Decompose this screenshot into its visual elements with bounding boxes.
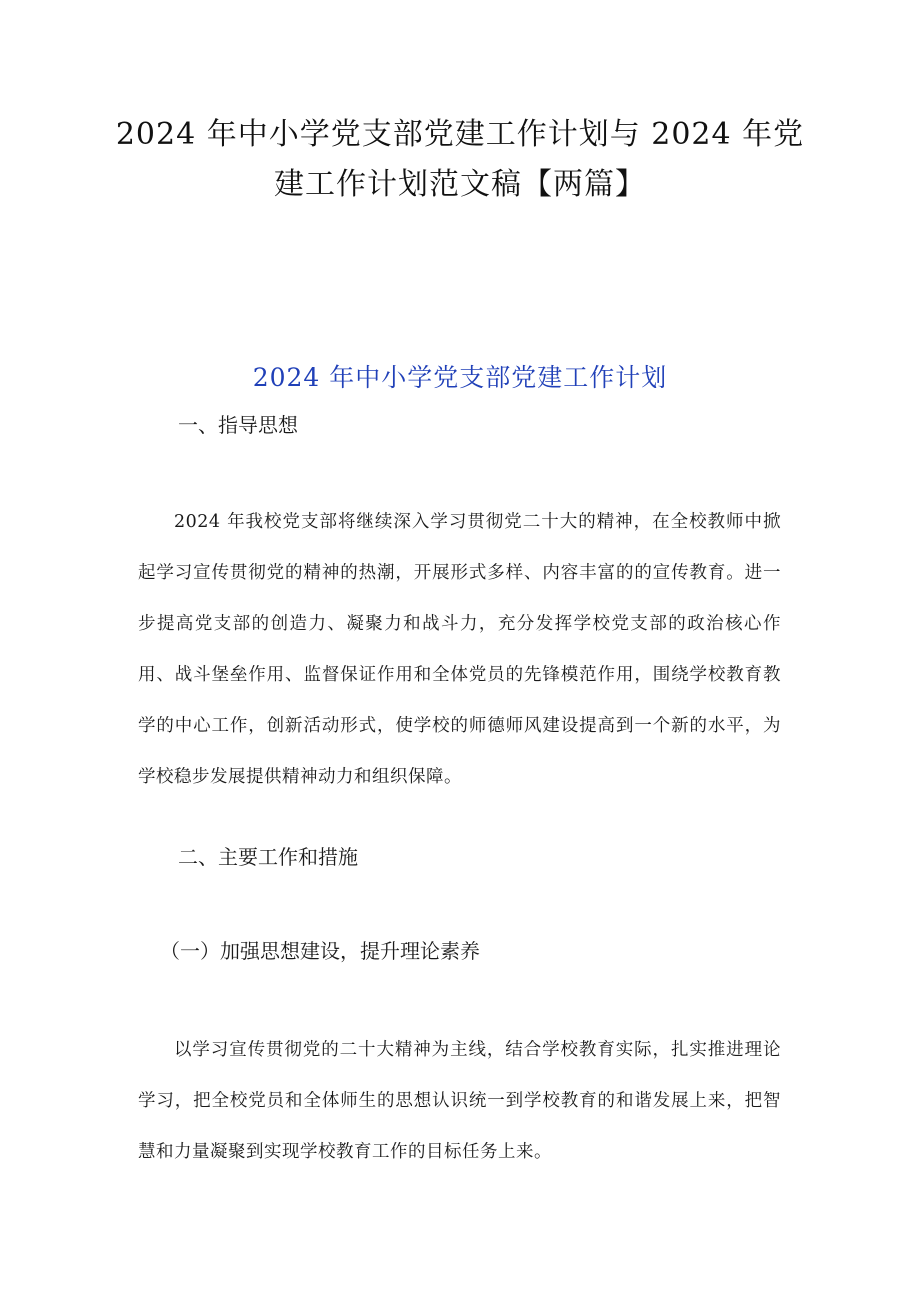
heading-guiding-ideology: 一、指导思想 xyxy=(178,413,298,437)
document-title: 2024 年中小学党支部党建工作计划与 2024 年党建工作计划范文稿【两篇】 xyxy=(115,117,805,202)
section-title: 2024 年中小学党支部党建工作计划 xyxy=(252,363,668,392)
subheading-ideological-construction: （一）加强思想建设，提升理论素养 xyxy=(160,939,480,963)
paragraph-ideological-construction: 以学习宣传贯彻党的二十大精神为主线，结合学校教育实际，扎实推进理论学习，把全校党员和全体师生的思想认识统一到学校教育的和谐发展上来，把智慧和力量凝聚到实现学校教育工作的目标任务上来。 xyxy=(138,1040,781,1162)
heading-main-work: 二、主要工作和措施 xyxy=(178,845,358,869)
paragraph-guiding-ideology: 2024 年我校党支部将继续深入学习贯彻党二十大的精神，在全校教师中掀起学习宣传贯彻党的精神的热潮，开展形式多样、内容丰富的的宣传教育。进一步提高党支部的创造力、凝聚力和战斗力，充分发挥学校党支部的政治核心作用、战斗堡垒作用、监督保证作用和全体党员的先锋模范作用，围绕学校教育教学的中心工作，创新活动形式，使学校的师德师风建设提高到一个新的水平，为学校稳步发展提供精神动力和组织保障。 xyxy=(138,512,781,787)
